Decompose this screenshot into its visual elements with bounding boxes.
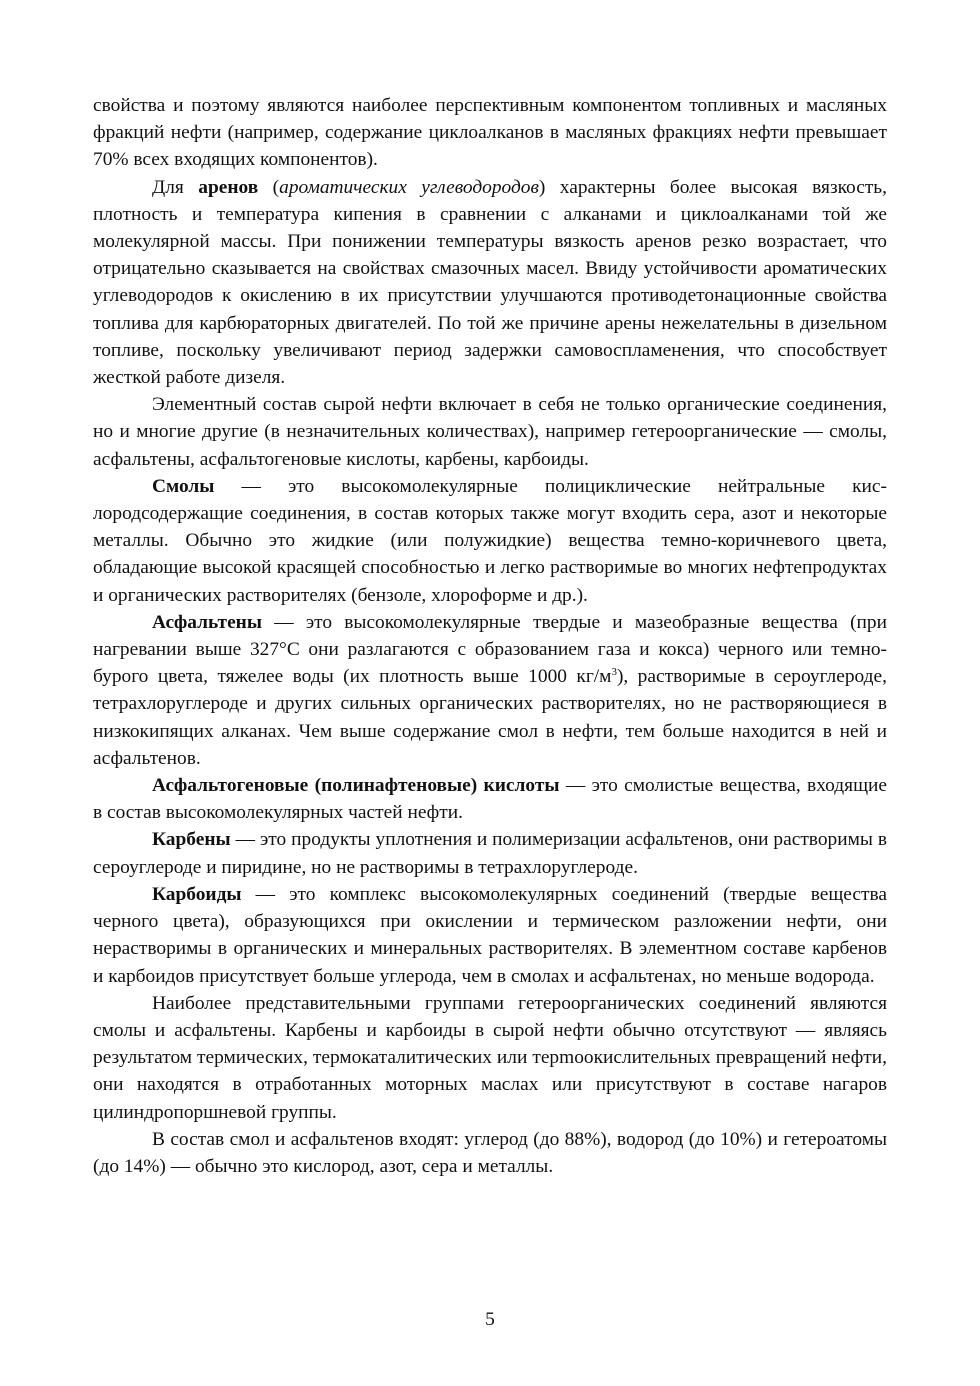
page-number: 5 xyxy=(485,1309,495,1330)
paragraph-arenes: Для аренов (ароматических углеводородов) характерны более высокая вязкость, плотность и температура кипения в сравнении с алканами и циклоалканами той же молекулярной массы. При понижении температуры вязкость аренов резко возрастает, что отрицательно сказывается на свойствах смазочных масел. Ввиду устойчивости ароматических углеводородов к окислению в их присутствии улучшаются противодетонационные свойства топлива для карбюраторных двигателей. По той же причине арены нежелательны в дизельном топливе, поскольку увеличивают период задержки самовоспламенения, что способствует жесткой работе дизеля. xyxy=(93,176,887,389)
paragraph-heteroorganic-groups: Наиболее представительными группами гетероорганических соединений являются смолы и асфальтены. Карбены и карбоиды в сырой нефти обычно отсутствуют — являясь результатом термических, термокаталитических или терmоокислительных превращений нефти, они находятся в отработанных моторных маслах или присутствуют в составе нагаров цилиндропоршневой группы. xyxy=(93,992,887,1123)
paragraph-carboids: Карбоиды — это комплекс высокомолекулярных соединений (твердые вещества черного цвета), образующихся при окислении и термическом разложении нефти, они нерастворимы в органических и минеральных растворителях. В элементном составе карбенов и карбоидов присутствует больше углерода, чем в смолах и асфальтенах, но меньше водорода. xyxy=(93,883,887,987)
paragraph-elemental-composition: Элементный состав сырой нефти включает в себя не только органические соединения, но и многие другие (в незначительных количествах), например гетероорганические — смолы, асфальтены, асфальтогеновые кислоты, карбены, карбоиды. xyxy=(93,394,887,470)
term-carbenes: Карбены xyxy=(152,829,231,851)
paragraph-resins: Смолы — это высокомолекулярные полициклические нейтральные кислородсодержащие соединения, в состав которых также могут входить сера, азот и некоторые металлы. Обычно это жидкие (или полужидкие) вещества темно-коричневого цвета, обладающие высокой красящей способностью и легко растворимые во многих нефтепродуктах и органических растворителях (бензоле, хлороформе и др.). xyxy=(93,475,887,606)
term-arenes: аренов xyxy=(198,176,259,198)
term-resins: Смолы xyxy=(152,475,215,497)
paragraph-asphaltogenic-acids: Асфальтогеновые (полинафтеновые) кислоты — это смолистые вещества, входящие в состав высокомолекулярных частей нефти. xyxy=(93,775,887,824)
paragraph-resins-composition: В состав смол и асфальтенов входят: углерод (до 88%), водород (до 10%) и гетероатомы (до 14%) — обычно это кислород, азот, сера и металлы. xyxy=(93,1128,887,1177)
term-asphaltenes: Асфальтены xyxy=(152,611,262,633)
paragraph-cycloalkanes-end: свойства и поэтому являются наиболее перспективным компонентом топливных и масляных фракций нефти (например, содержание циклоалканов в масляных фракциях нефти превышает 70% всех входящих компонентов). xyxy=(93,95,887,171)
term-asphaltogenic-acids: Асфальтогеновые (полинафтеновые) кислоты xyxy=(152,775,560,797)
term-carboids: Карбоиды xyxy=(152,883,242,905)
superscript-3: 3 xyxy=(611,666,617,679)
paragraph-carbenes: Карбены — это продукты уплотнения и полимеризации асфальтенов, они растворимы в сероуглероде и пиридине, но не растворимы в тетрахлоруглероде. xyxy=(93,829,887,878)
paragraph-asphaltenes: Асфальтены — это высокомолекулярные твердые и мазеобразные вещества (при нагревании выше 327°С они разлагаются с образованием газа и кокса) черного или темно-бурого цвета, тяжелее воды (их плотность выше 1000 $кг/м^3$), растворимые в сероуглероде, тетрахлоруглероде и других сильных органических растворителях, но не растворяющиеся в низкокипящих алканах. Чем выше содержание смол в нефти, тем больше находится в ней и асфальтенов. xyxy=(93,611,887,769)
term-arenes-note: ароматических углеводородов xyxy=(279,176,539,198)
document-page xyxy=(93,92,887,1180)
